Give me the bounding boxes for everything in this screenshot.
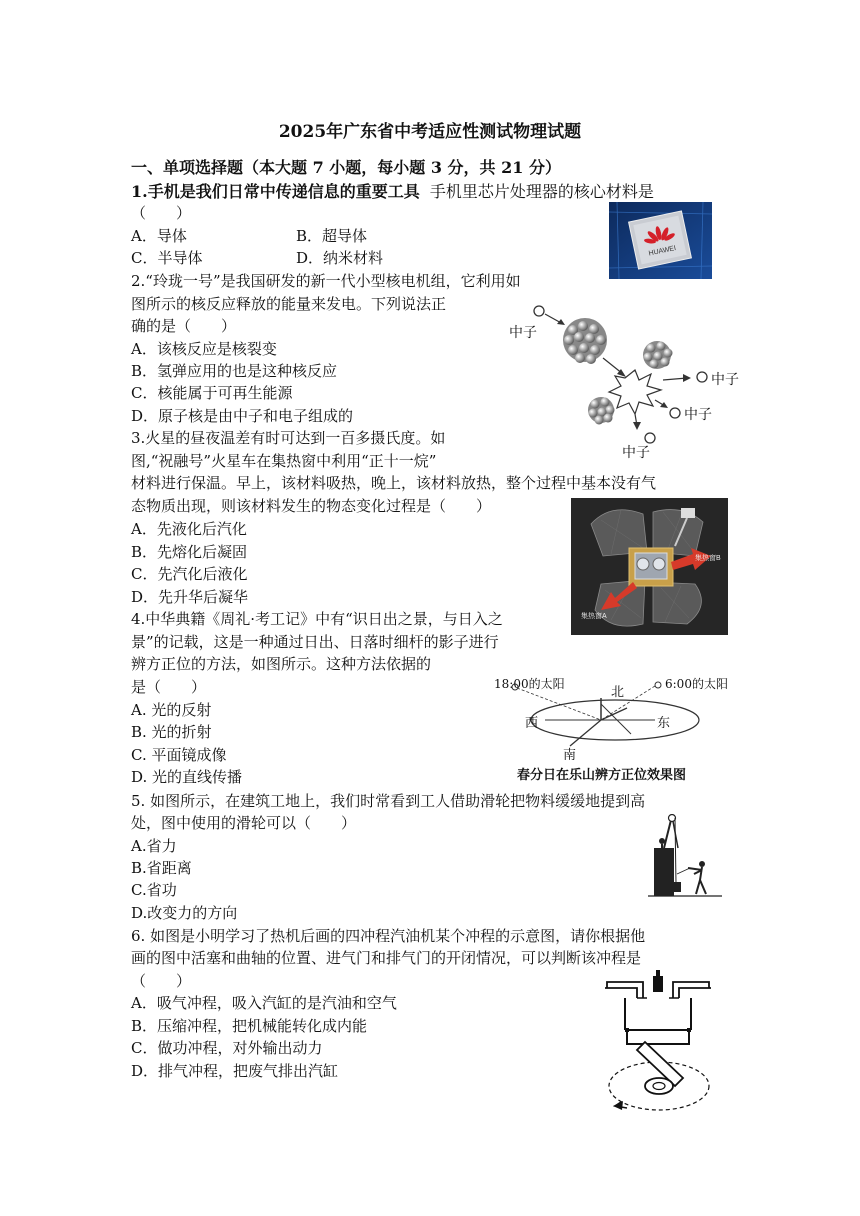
chip-text: HUAWEI (648, 244, 677, 258)
q5-line1: 5. 如图所示，在建筑工地上，我们时常看到工人借助滑轮把物料缓缓地提到高 (131, 792, 646, 810)
chip-image (609, 202, 712, 279)
q4-line3: 辨方正位的方法，如图所示。这种方法依据的 (131, 655, 432, 673)
q2-option-a[interactable]: A．该核反应是核裂变 (131, 340, 277, 358)
q3-option-d[interactable]: D．先升华后凝华 (131, 588, 249, 606)
q2-line2: 图所示的核反应释放的能量来发电。下列说法正 (131, 295, 447, 313)
q4-option-d[interactable]: D. 光的直线传播 (131, 768, 243, 786)
q6-option-c[interactable]: C．做功冲程，对外输出动力 (131, 1039, 323, 1057)
q4-option-a[interactable]: A. 光的反射 (131, 701, 212, 719)
q2-option-c[interactable]: C．核能属于可再生能源 (131, 384, 293, 402)
q1-option-a[interactable]: A．导体 (131, 227, 187, 245)
label-window-a: 集热窗A (581, 613, 607, 620)
q5-option-c[interactable]: C.省功 (131, 881, 177, 899)
q3-option-b[interactable]: B．先熔化后凝固 (131, 543, 248, 561)
mars-rover-image (571, 498, 728, 635)
label-sun-0600: 6:00的太阳 (665, 677, 728, 691)
q5-option-d[interactable]: D.改变力的方向 (131, 904, 238, 922)
q4-line4: 是（ ） (131, 678, 207, 696)
label-neutron-4: 中子 (622, 445, 650, 461)
label-window-b: 集热窗B (695, 555, 721, 562)
label-east: 东 (657, 716, 671, 731)
q2-line3: 确的是（ ） (131, 317, 237, 335)
label-neutron-3: 中子 (684, 407, 712, 423)
q1-stem (131, 182, 654, 202)
q3-option-c[interactable]: C．先汽化后液化 (131, 565, 248, 583)
q3-line4: 态物质出现，则该材料发生的物态变化过程是（ ） (131, 497, 492, 515)
engine-diagram (597, 968, 719, 1118)
pulley-image (648, 814, 722, 898)
page-title: 2025年广东省中考适应性测试物理试题 (278, 122, 582, 142)
label-sun-1800: 18:00的太阳 (494, 677, 565, 691)
q1-paren: （ ） (131, 204, 192, 222)
q4-option-b[interactable]: B. 光的折射 (131, 723, 212, 741)
q2-option-d[interactable]: D．原子核是由中子和电子组成的 (131, 407, 354, 425)
q3-option-a[interactable]: A．先液化后汽化 (131, 520, 247, 538)
q1-option-b[interactable]: B．超导体 (296, 227, 368, 245)
q1-stem-rest: 手机里芯片处理器的核心材料是 (429, 182, 654, 201)
label-neutron-2: 中子 (711, 372, 739, 388)
q3-line3: 材料进行保温。早上，该材料吸热，晚上，该材料放热，整个过程中基本没有气 (131, 474, 657, 492)
q1-stem-bold: 1.手机是我们日常中传递信息的重要工具 (131, 182, 420, 201)
q3-line1: 3.火星的昼夜温差有时可达到一百多摄氏度。如 (131, 429, 446, 447)
q6-paren: （ ） (131, 972, 192, 990)
q2-option-b[interactable]: B．氢弹应用的也是这种核反应 (131, 362, 338, 380)
label-south: 南 (563, 748, 577, 763)
section-heading: 一、单项选择题（本大题 7 小题，每小题 3 分，共 21 分） (131, 158, 561, 177)
q5-line2: 处，图中使用的滑轮可以（ ） (131, 814, 357, 832)
q1-option-d[interactable]: D．纳米材料 (296, 249, 384, 267)
q6-option-d[interactable]: D．排气冲程，把废气排出汽缸 (131, 1062, 339, 1080)
q2-line1: 2.“玲珑一号”是我国研发的新一代小型核电机组，它利用如 (131, 272, 521, 290)
q6-option-a[interactable]: A．吸气冲程，吸入汽缸的是汽油和空气 (131, 994, 397, 1012)
q3-line2: 图,“祝融号”火星车在集热窗中利用“正十一烷” (131, 452, 437, 470)
q4-option-c[interactable]: C. 平面镜成像 (131, 746, 227, 764)
q5-option-a[interactable]: A.省力 (131, 837, 177, 855)
q4-line1: 4.中华典籍《周礼·考工记》中有“识日出之景，与日入之 (131, 610, 503, 628)
q5-option-b[interactable]: B.省距离 (131, 859, 192, 877)
label-north: 北 (611, 685, 625, 700)
label-neutron-1: 中子 (509, 325, 537, 341)
figure-caption: 春分日在乐山辨方正位效果图 (517, 768, 687, 783)
label-west: 西 (525, 716, 539, 731)
q1-option-c[interactable]: C．半导体 (131, 249, 203, 267)
q4-line2: 景”的记载，这是一种通过日出、日落时细杆的影子进行 (131, 633, 499, 651)
q6-option-b[interactable]: B．压缩冲程，把机械能转化成内能 (131, 1017, 368, 1035)
q6-line1: 6. 如图是小明学习了热机后画的四冲程汽油机某个冲程的示意图，请你根据他 (131, 927, 646, 945)
q6-line2: 画的图中活塞和曲轴的位置、进气门和排气门的开闭情况，可以判断该冲程是 (131, 949, 642, 967)
